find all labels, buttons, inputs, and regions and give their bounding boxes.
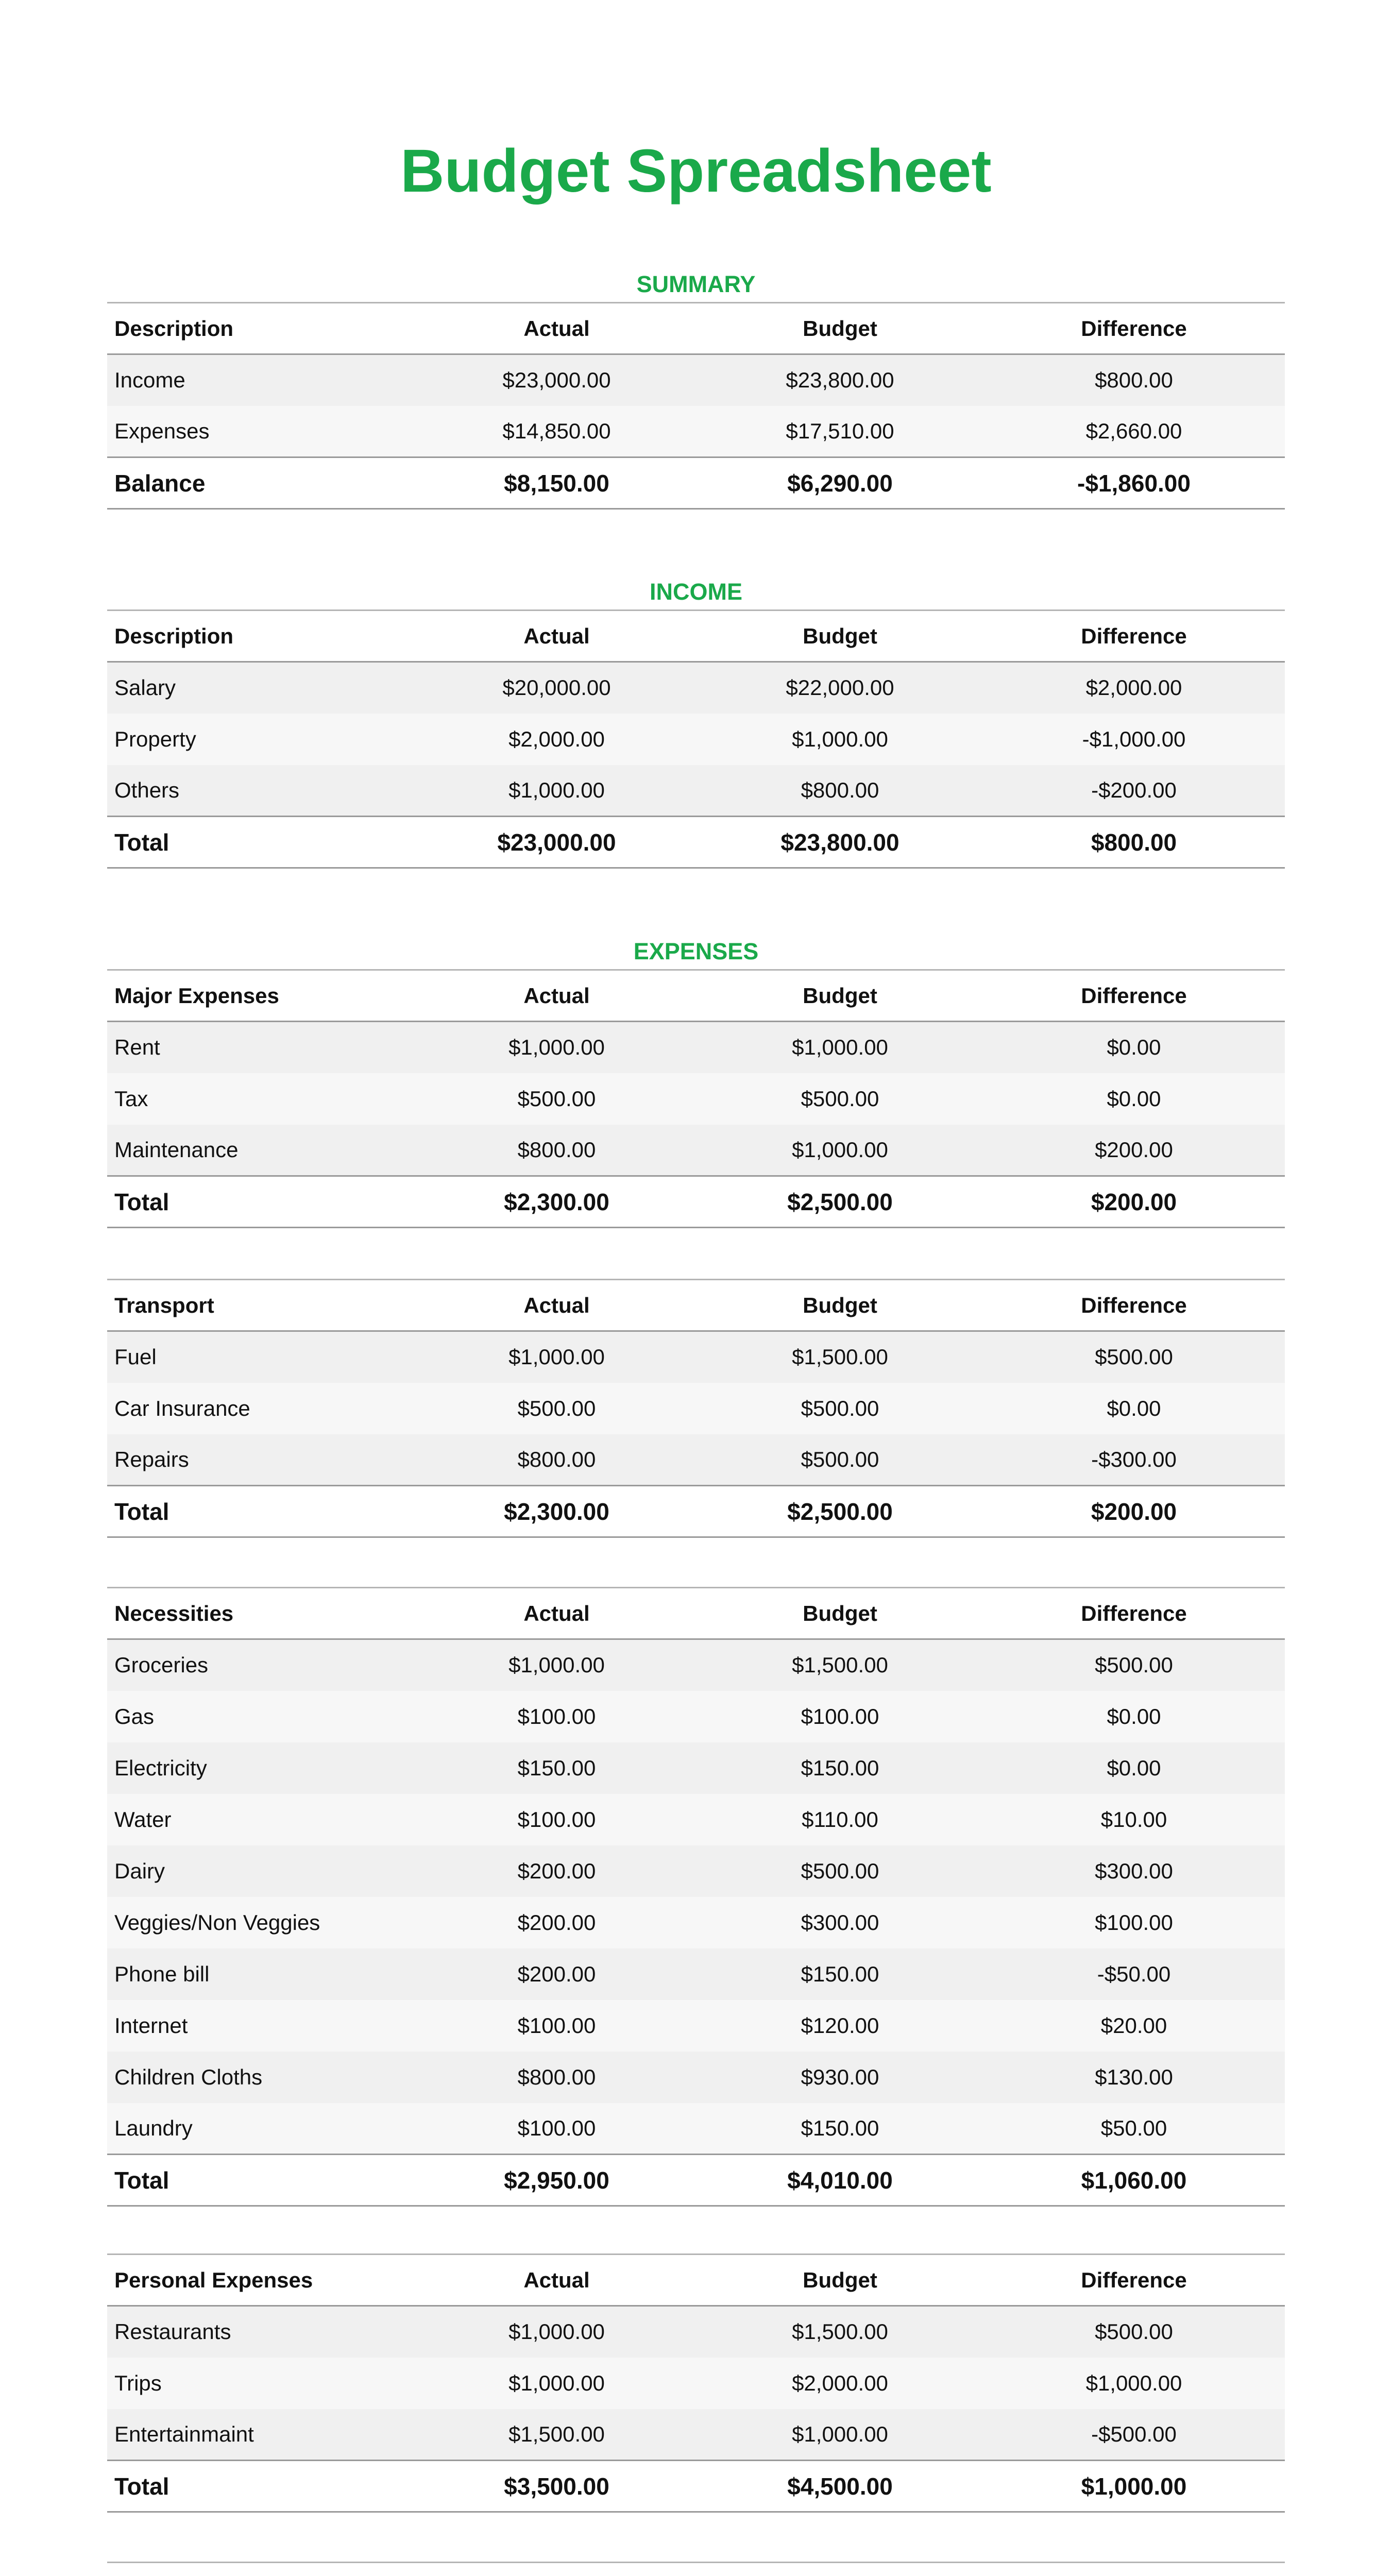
table-cell: Maintenance xyxy=(107,1125,416,1176)
table-cell: $800.00 xyxy=(697,765,983,817)
table-cell: -$500.00 xyxy=(983,2409,1285,2461)
column-header: Major Expenses xyxy=(114,983,279,1008)
table-cell: $1,000.00 xyxy=(697,1022,983,1073)
table-cell: Entertainmaint xyxy=(107,2409,416,2461)
table-cell: $100.00 xyxy=(416,1691,697,1742)
table-cell: $100.00 xyxy=(416,2000,697,2052)
table-row xyxy=(107,2000,1285,2052)
table-cell: $14,850.00 xyxy=(416,406,697,457)
total-cell: $2,950.00 xyxy=(416,2155,697,2206)
table-row xyxy=(107,1331,1285,1383)
table-cell: $100.00 xyxy=(697,1691,983,1742)
health-section xyxy=(107,2562,1285,2576)
transport-section xyxy=(107,1279,1285,1538)
table-header-row xyxy=(107,970,1285,1022)
table-cell: Groceries xyxy=(107,1639,416,1691)
column-header: Personal Expenses xyxy=(114,2267,313,2292)
table-cell: $300.00 xyxy=(697,1897,983,1948)
table-cell: $10.00 xyxy=(983,1794,1285,1845)
column-header: Budget xyxy=(803,623,877,648)
table-cell: $800.00 xyxy=(416,2052,697,2103)
total-cell: -$1,860.00 xyxy=(983,457,1285,509)
table-row xyxy=(107,1125,1285,1176)
column-header: Difference xyxy=(1081,1601,1187,1625)
table-cell: Internet xyxy=(107,2000,416,2052)
table-row xyxy=(107,2052,1285,2103)
table-cell: $150.00 xyxy=(697,1948,983,2000)
table-cell: $500.00 xyxy=(697,1073,983,1125)
table-cell: Children Cloths xyxy=(107,2052,416,2103)
column-header: Description xyxy=(114,316,234,341)
total-cell: $200.00 xyxy=(983,1176,1285,1228)
column-header: Actual xyxy=(523,1601,590,1625)
table-cell: Laundry xyxy=(107,2103,416,2155)
table-cell: $1,000.00 xyxy=(697,2409,983,2461)
table-cell: $130.00 xyxy=(983,2052,1285,2103)
table-cell: $500.00 xyxy=(697,1383,983,1434)
total-cell: $6,290.00 xyxy=(697,457,983,509)
column-header: Budget xyxy=(803,983,877,1008)
table-cell: $0.00 xyxy=(983,1691,1285,1742)
table-row xyxy=(107,1022,1285,1073)
table-cell: $0.00 xyxy=(983,1742,1285,1794)
table-row xyxy=(107,406,1285,457)
total-cell: $3,500.00 xyxy=(416,2461,697,2512)
table-row xyxy=(107,2306,1285,2358)
table-row xyxy=(107,1383,1285,1434)
table-cell: $1,000.00 xyxy=(416,1331,697,1383)
column-header: Budget xyxy=(803,1601,877,1625)
total-cell: Total xyxy=(107,2461,416,2512)
column-header xyxy=(416,2563,697,2576)
table-cell: -$1,000.00 xyxy=(983,714,1285,765)
table-cell: $0.00 xyxy=(983,1383,1285,1434)
expenses-section xyxy=(107,934,1285,1228)
total-row xyxy=(107,457,1285,509)
total-cell: Balance xyxy=(107,457,416,509)
table-cell: -$300.00 xyxy=(983,1434,1285,1486)
table-cell: $500.00 xyxy=(697,1845,983,1897)
health-table xyxy=(107,2562,1285,2576)
table-row xyxy=(107,765,1285,817)
column-header: Difference xyxy=(1081,983,1187,1008)
table-cell: $150.00 xyxy=(416,1742,697,1794)
table-cell: $1,000.00 xyxy=(416,2358,697,2409)
column-header: Difference xyxy=(1081,2267,1187,2292)
table-row xyxy=(107,1948,1285,2000)
total-cell: Total xyxy=(107,1486,416,1537)
table-cell: $2,000.00 xyxy=(697,2358,983,2409)
table-cell: $22,000.00 xyxy=(697,662,983,714)
column-header: Actual xyxy=(523,2267,590,2292)
table-cell: $1,500.00 xyxy=(416,2409,697,2461)
total-cell: $2,300.00 xyxy=(416,1176,697,1228)
table-cell: Veggies/Non Veggies xyxy=(107,1897,416,1948)
column-header: Budget xyxy=(803,1293,877,1317)
column-header: Difference xyxy=(1081,623,1187,648)
summary-section-title: SUMMARY xyxy=(636,271,756,297)
table-cell: $500.00 xyxy=(697,1434,983,1486)
table-header-row xyxy=(107,2563,1285,2576)
total-cell: $4,500.00 xyxy=(697,2461,983,2512)
table-cell: -$50.00 xyxy=(983,1948,1285,2000)
table-cell: Income xyxy=(107,354,416,406)
total-cell: $1,060.00 xyxy=(983,2155,1285,2206)
column-header xyxy=(107,2563,416,2576)
table-cell: $0.00 xyxy=(983,1073,1285,1125)
income-table xyxy=(107,609,1285,869)
table-cell: Repairs xyxy=(107,1434,416,1486)
table-cell: $800.00 xyxy=(416,1434,697,1486)
necessities-section xyxy=(107,1587,1285,2207)
total-cell: Total xyxy=(107,1176,416,1228)
table-cell: $500.00 xyxy=(416,1073,697,1125)
table-cell: $500.00 xyxy=(983,2306,1285,2358)
table-cell: $17,510.00 xyxy=(697,406,983,457)
table-row xyxy=(107,354,1285,406)
income-section xyxy=(107,574,1285,869)
table-cell: $150.00 xyxy=(697,2103,983,2155)
table-row xyxy=(107,1434,1285,1486)
table-row xyxy=(107,714,1285,765)
total-cell: $200.00 xyxy=(983,1486,1285,1537)
table-cell: $20.00 xyxy=(983,2000,1285,2052)
total-row xyxy=(107,1486,1285,1537)
table-cell: Electricity xyxy=(107,1742,416,1794)
table-header-row xyxy=(107,1588,1285,1639)
table-cell: $110.00 xyxy=(697,1794,983,1845)
table-cell: $0.00 xyxy=(983,1022,1285,1073)
table-cell: $1,000.00 xyxy=(416,1022,697,1073)
column-header: Transport xyxy=(114,1293,214,1317)
table-cell: $1,000.00 xyxy=(416,765,697,817)
personal-expenses-table xyxy=(107,2253,1285,2513)
table-cell: $120.00 xyxy=(697,2000,983,2052)
table-cell: $800.00 xyxy=(416,1125,697,1176)
table-header-row xyxy=(107,303,1285,354)
table-cell: Others xyxy=(107,765,416,817)
table-cell: $1,500.00 xyxy=(697,2306,983,2358)
total-cell: $2,500.00 xyxy=(697,1486,983,1537)
table-row xyxy=(107,1897,1285,1948)
table-cell: Restaurants xyxy=(107,2306,416,2358)
table-cell: $1,000.00 xyxy=(697,714,983,765)
column-header: Actual xyxy=(523,1293,590,1317)
table-cell: $50.00 xyxy=(983,2103,1285,2155)
table-cell: $2,000.00 xyxy=(416,714,697,765)
column-header: Description xyxy=(114,623,234,648)
table-cell: $200.00 xyxy=(416,1845,697,1897)
table-row xyxy=(107,1742,1285,1794)
expenses-section-title: EXPENSES xyxy=(633,938,759,964)
table-cell: $1,500.00 xyxy=(697,1639,983,1691)
table-cell: $2,000.00 xyxy=(983,662,1285,714)
table-cell: Rent xyxy=(107,1022,416,1073)
table-cell: Property xyxy=(107,714,416,765)
table-cell: $150.00 xyxy=(697,1742,983,1794)
total-row xyxy=(107,2155,1285,2206)
necessities-table xyxy=(107,1587,1285,2207)
table-row xyxy=(107,2358,1285,2409)
table-row xyxy=(107,1794,1285,1845)
table-row xyxy=(107,2409,1285,2461)
total-cell: $8,150.00 xyxy=(416,457,697,509)
table-cell: $100.00 xyxy=(416,2103,697,2155)
total-cell: $23,800.00 xyxy=(697,817,983,868)
table-cell: $100.00 xyxy=(983,1897,1285,1948)
total-row xyxy=(107,1176,1285,1228)
total-cell: $2,300.00 xyxy=(416,1486,697,1537)
table-cell: $200.00 xyxy=(416,1948,697,2000)
total-cell: $2,500.00 xyxy=(697,1176,983,1228)
total-cell: $1,000.00 xyxy=(983,2461,1285,2512)
total-cell: $23,000.00 xyxy=(416,817,697,868)
major-expenses-table xyxy=(107,969,1285,1228)
column-header: Budget xyxy=(803,316,877,341)
table-row xyxy=(107,1073,1285,1125)
table-cell: Fuel xyxy=(107,1331,416,1383)
column-header: Actual xyxy=(523,983,590,1008)
table-cell: $1,000.00 xyxy=(416,1639,697,1691)
table-cell: Car Insurance xyxy=(107,1383,416,1434)
column-header: Actual xyxy=(523,623,590,648)
total-cell: Total xyxy=(107,2155,416,2206)
table-row xyxy=(107,1845,1285,1897)
table-cell: $23,000.00 xyxy=(416,354,697,406)
column-header: Difference xyxy=(1081,316,1187,341)
table-header-row xyxy=(107,1280,1285,1331)
total-cell: Total xyxy=(107,817,416,868)
column-header xyxy=(983,2563,1285,2576)
transport-table xyxy=(107,1279,1285,1538)
table-cell: $300.00 xyxy=(983,1845,1285,1897)
column-header: Difference xyxy=(1081,1293,1187,1317)
table-cell: Phone bill xyxy=(107,1948,416,2000)
table-cell: Salary xyxy=(107,662,416,714)
table-cell: $500.00 xyxy=(416,1383,697,1434)
total-cell: $4,010.00 xyxy=(697,2155,983,2206)
total-row xyxy=(107,817,1285,868)
total-cell: $800.00 xyxy=(983,817,1285,868)
table-cell: $1,000.00 xyxy=(416,2306,697,2358)
page-title: Budget Spreadsheet xyxy=(400,137,992,205)
table-cell: Trips xyxy=(107,2358,416,2409)
table-header-row xyxy=(107,2255,1285,2306)
table-header-row xyxy=(107,611,1285,662)
table-cell: $930.00 xyxy=(697,2052,983,2103)
table-cell: $1,500.00 xyxy=(697,1331,983,1383)
table-cell: $200.00 xyxy=(983,1125,1285,1176)
table-cell: $500.00 xyxy=(983,1639,1285,1691)
table-cell: $800.00 xyxy=(983,354,1285,406)
column-header xyxy=(697,2563,983,2576)
personal-expenses-section xyxy=(107,2253,1285,2513)
table-cell: $200.00 xyxy=(416,1897,697,1948)
table-row xyxy=(107,2103,1285,2155)
column-header: Budget xyxy=(803,2267,877,2292)
column-header: Actual xyxy=(523,316,590,341)
table-cell: $1,000.00 xyxy=(983,2358,1285,2409)
table-cell: $20,000.00 xyxy=(416,662,697,714)
total-row xyxy=(107,2461,1285,2512)
table-row xyxy=(107,662,1285,714)
table-cell: Dairy xyxy=(107,1845,416,1897)
table-cell: -$200.00 xyxy=(983,765,1285,817)
table-cell: Tax xyxy=(107,1073,416,1125)
summary-section xyxy=(107,267,1285,510)
table-cell: $100.00 xyxy=(416,1794,697,1845)
table-cell: $2,660.00 xyxy=(983,406,1285,457)
table-row xyxy=(107,1691,1285,1742)
summary-table xyxy=(107,302,1285,510)
column-header: Necessities xyxy=(114,1601,234,1625)
table-cell: $1,000.00 xyxy=(697,1125,983,1176)
table-cell: Gas xyxy=(107,1691,416,1742)
table-row xyxy=(107,1639,1285,1691)
table-cell: Expenses xyxy=(107,406,416,457)
table-cell: Water xyxy=(107,1794,416,1845)
table-cell: $500.00 xyxy=(983,1331,1285,1383)
income-section-title: INCOME xyxy=(650,579,742,605)
table-cell: $23,800.00 xyxy=(697,354,983,406)
